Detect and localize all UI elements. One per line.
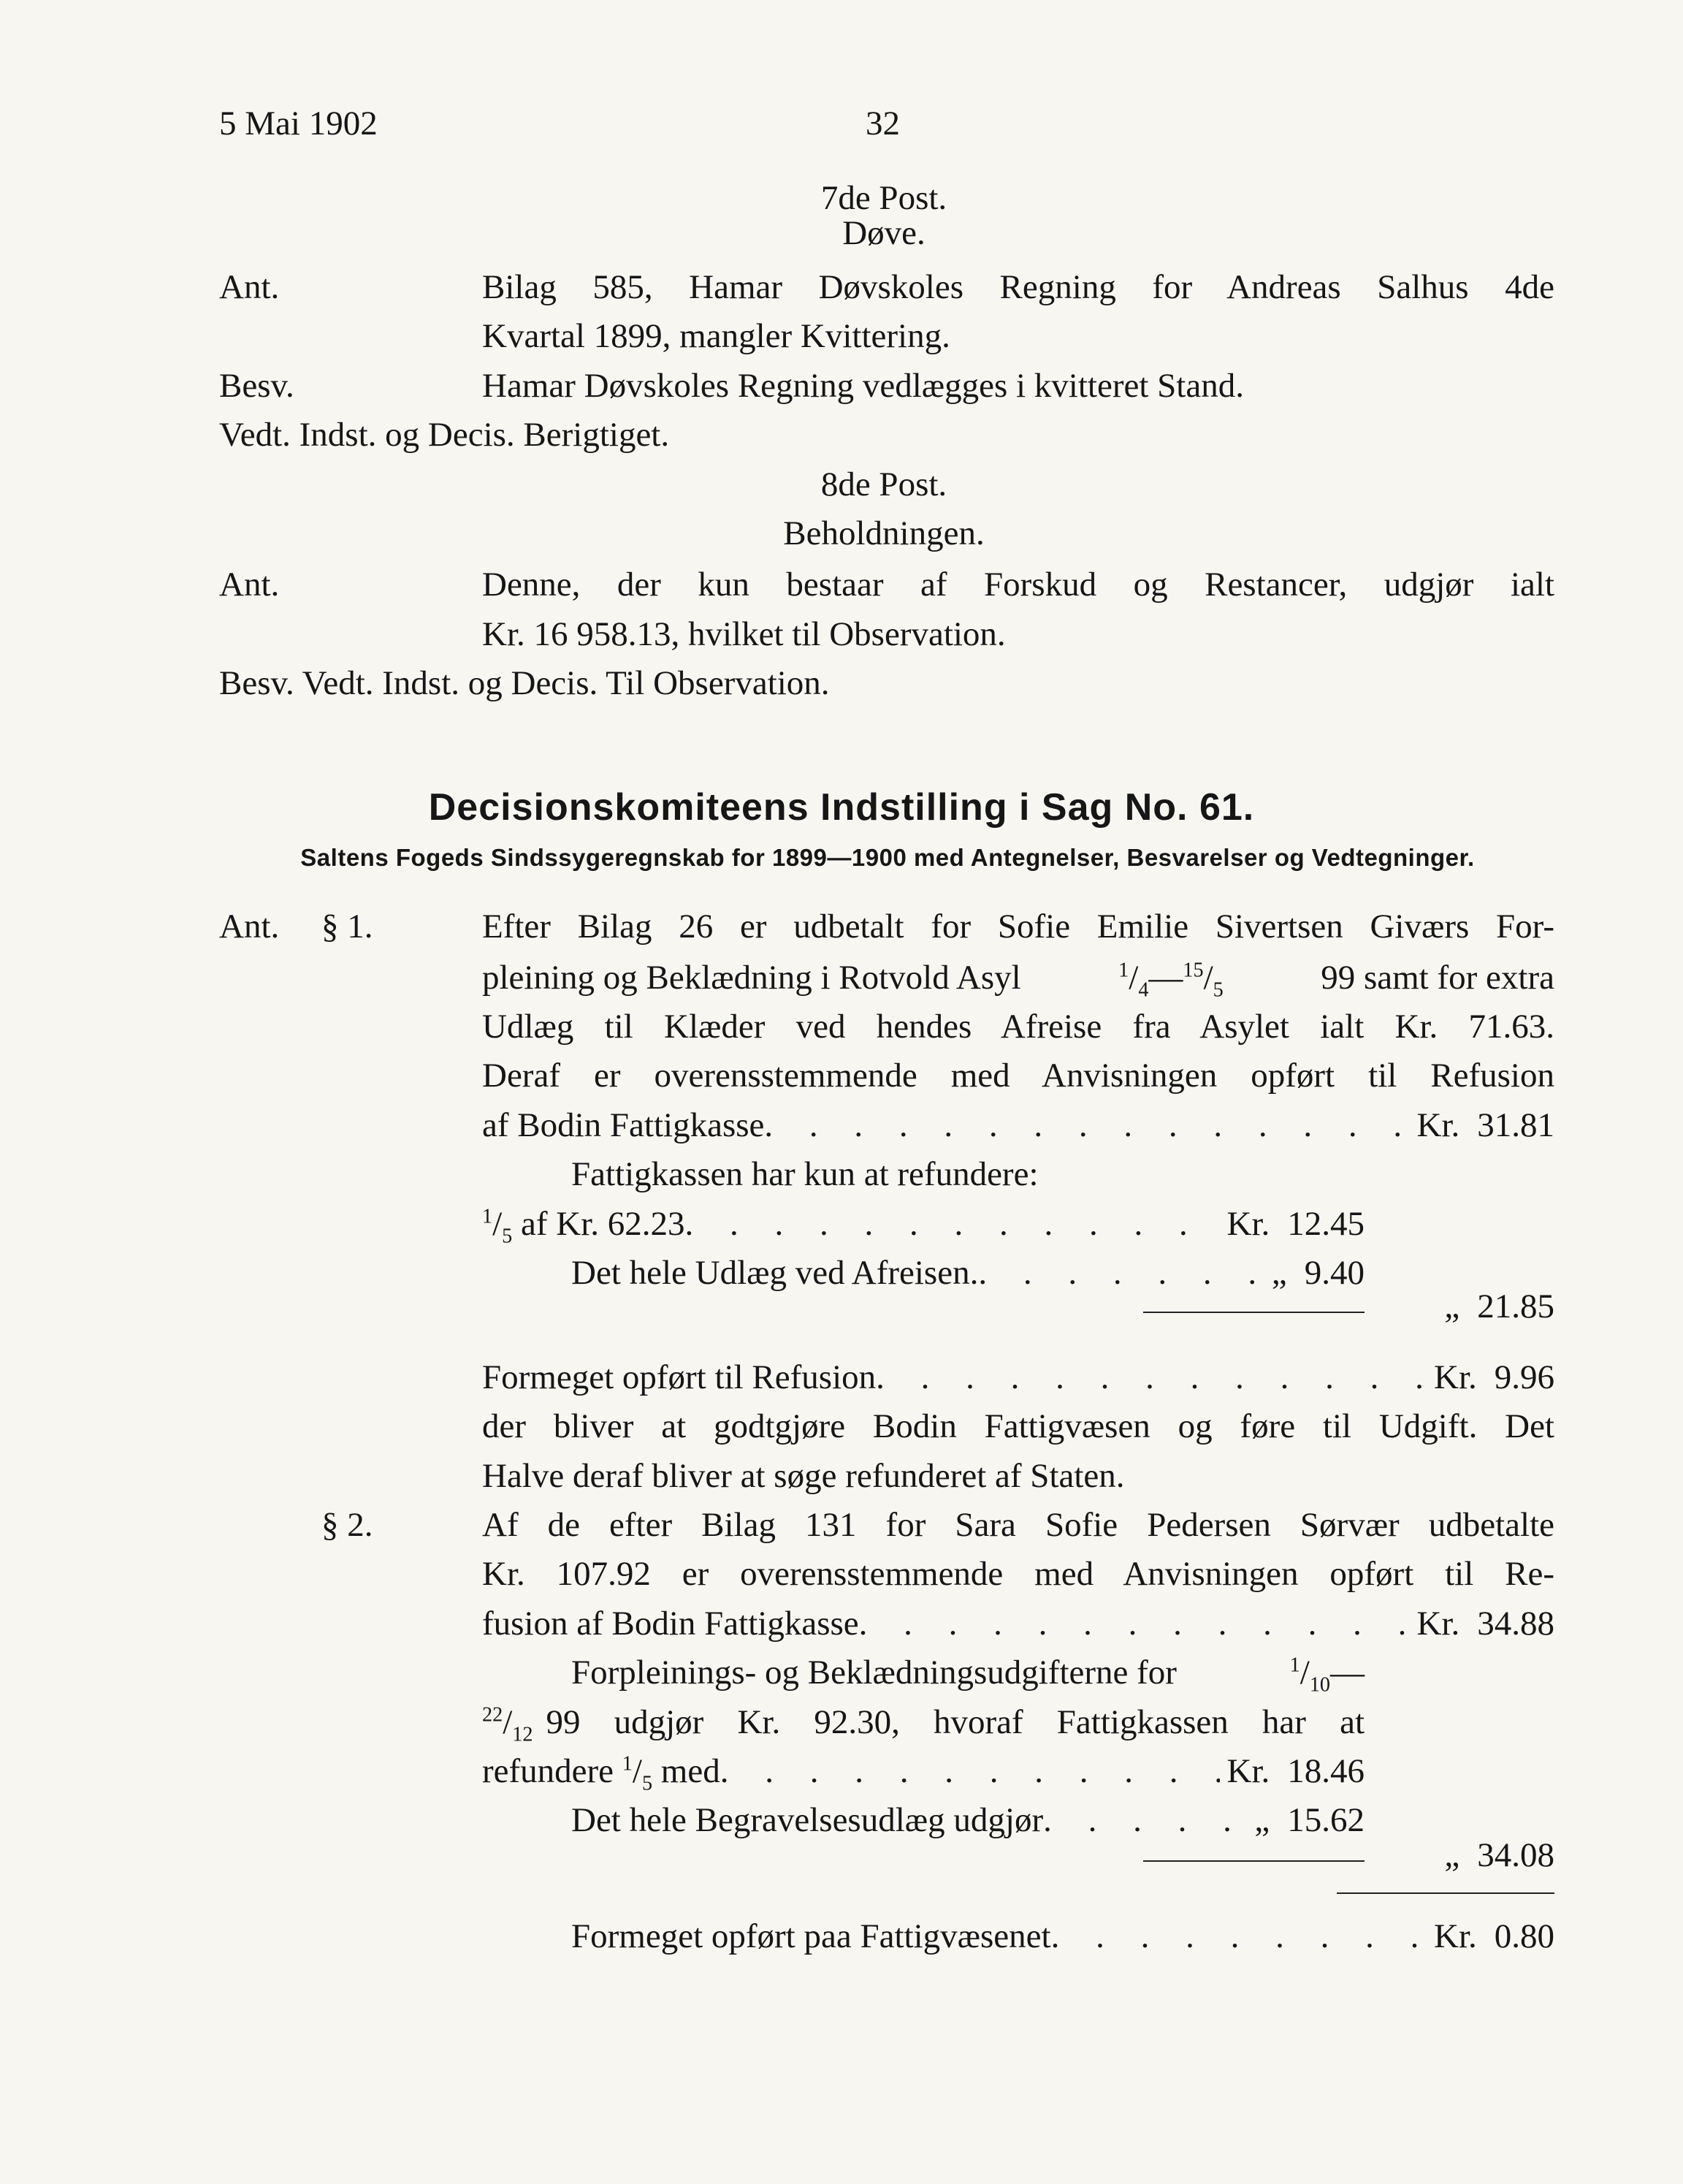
section2-line2: Kr. 107.92 er overensstemmende med Anvisningen opført til Re-	[482, 1555, 1554, 1593]
section1-line5	[482, 1108, 1554, 1143]
dot-leader	[1051, 1919, 1427, 1954]
section2-line6-kr: Kr.	[1226, 1752, 1270, 1790]
section1-line10-amount: 9.96	[1494, 1358, 1554, 1396]
subtotal-rule	[1143, 1860, 1365, 1862]
section1-line5-amount: 31.81	[1477, 1106, 1554, 1144]
section2-line1: Af de efter Bilag 131 for Sara Sofie Pedersen Sørvær udbetalte	[482, 1506, 1554, 1544]
dot-leader	[764, 1108, 1409, 1143]
frac-num: 1	[622, 1752, 633, 1776]
section1-line2	[482, 959, 1554, 1002]
frac-num: 1	[482, 1205, 493, 1228]
section2-line8	[1388, 1838, 1554, 1873]
frac-den: 12	[512, 1723, 533, 1746]
section1-line2-a: pleining og Beklædning i Rotvold Asyl	[482, 959, 1021, 997]
post7-subtitle: Døve.	[842, 214, 926, 252]
frac-den: 5	[502, 1225, 513, 1248]
frac-a-den: 4	[1138, 978, 1149, 1002]
page-date: 5 Mai 1902	[219, 104, 378, 142]
frac-b-den: 5	[1213, 978, 1224, 1002]
post8-ant-line1: Denne, der kun bestaar af Forskud og Restancer, udgjør ialt	[482, 566, 1554, 604]
frac-a-num: 1	[1118, 959, 1129, 982]
section1-line2-dates: $^1/_4—^{15}/_5$	[1118, 959, 1224, 1002]
dot-leader	[859, 1607, 1410, 1641]
section2-line5-text: 99 udgjør Kr. 92.30, hvoraf Fattigkassen har at	[546, 1703, 1365, 1741]
section2-line3-text: fusion af Bodin Fattigkasse	[482, 1605, 859, 1643]
section1-line5-text: af Bodin Fattigkasse	[482, 1106, 765, 1144]
section2-line6-text-a: refundere	[482, 1752, 614, 1790]
section2-line3	[482, 1607, 1554, 1641]
post7-vedt-text: Vedt. Indst. og Decis. Berigtiget.	[219, 416, 670, 454]
section1-ant-label: Ant.	[219, 908, 280, 945]
frac-num: 22	[482, 1703, 503, 1727]
post8-ant-line2: Kr. 16 958.13, hvilket til Observation.	[482, 615, 1006, 653]
post8-subtitle: Beholdningen.	[783, 514, 985, 552]
decision-title: Decisionskomiteens Indstilling i Sag No. 61.	[428, 786, 1255, 829]
section1-line7-label: af Kr. 62.23	[521, 1205, 685, 1243]
post8-ant-label: Ant.	[219, 566, 280, 604]
section1-line2-b: 99 samt for extra	[1321, 959, 1554, 997]
section2-line9-kr: Kr.	[1434, 1917, 1477, 1955]
section2-line7-text: Det hele Begravelsesudlæg udgjør	[571, 1801, 1044, 1839]
section1-paragraph-label: § 1.	[321, 908, 373, 945]
section1-line7	[482, 1205, 1365, 1248]
section2-line7-amount: 15.62	[1287, 1801, 1365, 1839]
section1-line7-kr: Kr.	[1226, 1205, 1270, 1243]
post7-besv-label: Besv.	[219, 367, 294, 405]
section2-line6-amount: 18.46	[1287, 1752, 1365, 1790]
page-number: 32	[866, 104, 900, 142]
frac-den: 10	[1309, 1673, 1330, 1697]
section2-line9-amount: 0.80	[1494, 1917, 1554, 1955]
section1-line1: Efter Bilag 26 er udbetalt for Sofie Emilie Sivertsen Giværs For-	[482, 908, 1554, 945]
section1-line9	[1388, 1287, 1554, 1325]
section2-paragraph-label: § 2.	[321, 1506, 373, 1544]
frac-b-num: 15	[1183, 959, 1204, 982]
frac-num: 1	[1289, 1654, 1300, 1677]
section2-line7	[571, 1803, 1365, 1838]
section2-line8-amount: 34.08	[1477, 1836, 1554, 1874]
section2-line7-ditto: „	[1254, 1801, 1270, 1839]
section2-line6	[482, 1752, 1365, 1795]
decision-subtitle: Saltens Fogeds Sindssygeregnskab for 1899—1900 med Antegnelser, Besvarelser og Vedtegninger.	[300, 844, 1475, 871]
dot-leader	[978, 1256, 1264, 1290]
post7-ant-line2: Kvartal 1899, mangler Kvittering.	[482, 317, 950, 355]
dot-leader	[685, 1207, 1220, 1241]
section2-line3-amount: 34.88	[1477, 1605, 1554, 1643]
section1-line10-kr: Kr.	[1434, 1358, 1477, 1396]
section1-line5-kr: Kr.	[1416, 1106, 1460, 1144]
post7-besv-text: Hamar Døvskoles Regning vedlægges i kvitteret Stand.	[482, 367, 1244, 405]
section2-line9-text: Formeget opført paa Fattigvæsenet	[571, 1917, 1051, 1955]
section1-line11: der bliver at godtgjøre Bodin Fattigvæsen og føre til Udgift. Det	[482, 1407, 1554, 1445]
section1-line4: Deraf er overensstemmende med Anvisningen opført til Refusion	[482, 1057, 1554, 1095]
section1-line7-text: $^1/_5$ af Kr. 62.23	[482, 1205, 685, 1248]
section1-line6: Fattigkassen har kun at refundere:	[571, 1155, 1039, 1193]
post7-title: 7de Post.	[820, 179, 947, 217]
section1-line8-text: Det hele Udlæg ved Afreisen.	[571, 1254, 979, 1292]
post7-ant-line1: Bilag 585, Hamar Døvskoles Regning for Andreas Salhus 4de	[482, 268, 1554, 306]
section2-line4	[571, 1654, 1365, 1697]
dot-leader	[720, 1754, 1220, 1789]
section1-line9-ditto: „	[1444, 1287, 1460, 1325]
section1-line12: Halve deraf bliver at søge refunderet af Staten.	[482, 1457, 1125, 1495]
post7-ant-label: Ant.	[219, 268, 280, 306]
section1-line7-amount: 12.45	[1287, 1205, 1365, 1243]
section1-line10-text: Formeget opført til Refusion	[482, 1358, 877, 1396]
section1-line10	[482, 1358, 1554, 1396]
section2-line3-kr: Kr.	[1416, 1605, 1460, 1643]
post8-title: 8de Post.	[820, 465, 947, 503]
dot-leader	[876, 1361, 1427, 1395]
post8-besv-text: Besv. Vedt. Indst. og Decis. Til Observation.	[219, 664, 830, 702]
section1-line8	[571, 1256, 1365, 1290]
section2-line8-ditto: „	[1444, 1836, 1460, 1874]
subtotal-rule	[1143, 1312, 1365, 1313]
section2-line4-text: Forpleinings- og Beklædningsudgifterne for	[571, 1654, 1177, 1692]
section2-line5-date: $^{22}/_{12}$	[482, 1703, 533, 1746]
frac-den: 5	[641, 1772, 653, 1795]
section1-line9-amount: 21.85	[1477, 1287, 1554, 1325]
section2-line4-date: $^1/_{10}—$	[1289, 1654, 1365, 1697]
section2-line9	[571, 1919, 1554, 1954]
section2-line5	[482, 1703, 1365, 1746]
total-rule	[1337, 1892, 1554, 1894]
section2-line6-text-b: med	[660, 1752, 720, 1790]
dot-leader	[1043, 1803, 1247, 1838]
section1-line8-amount: 9.40	[1304, 1254, 1365, 1292]
section1-line3: Udlæg til Klæder ved hendes Afreise fra Asylet ialt Kr. 71.63.	[482, 1008, 1554, 1046]
section2-line6-text: refundere $^1/_5$ med	[482, 1752, 720, 1795]
section1-line8-ditto: „	[1271, 1254, 1287, 1292]
